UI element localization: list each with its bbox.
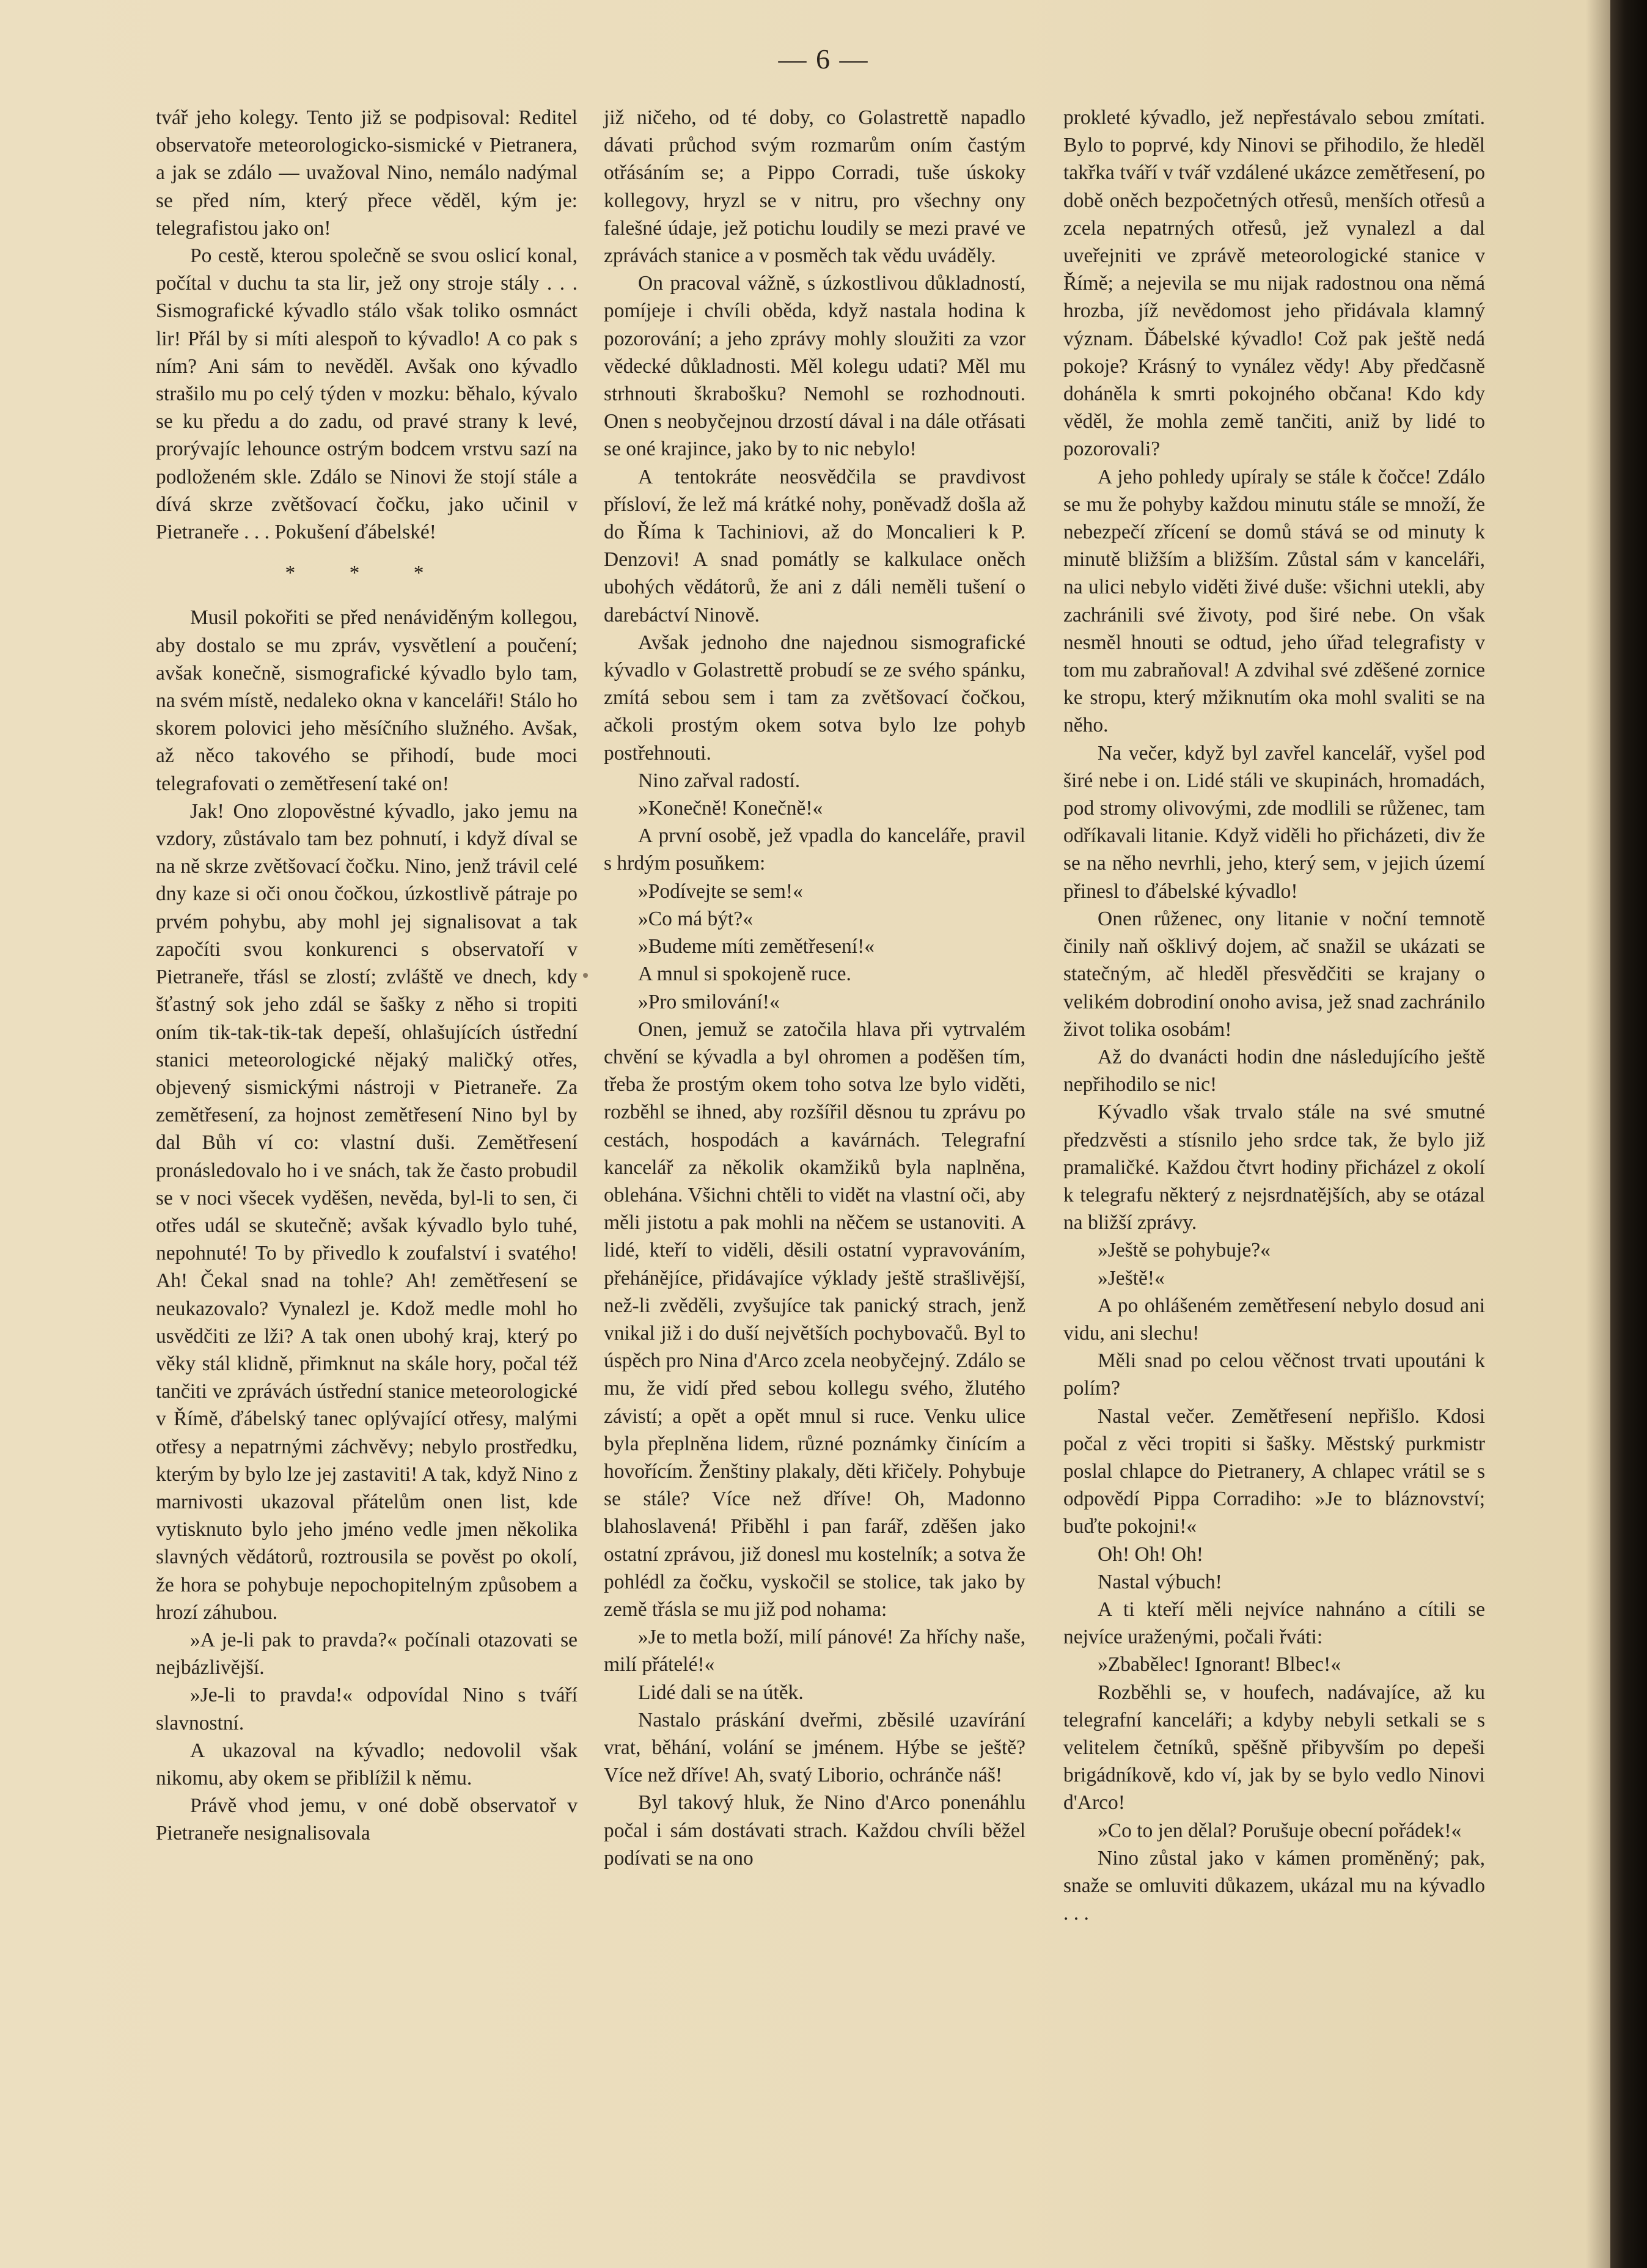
- paragraph: »Ještě se pohybuje?«: [1098, 1239, 1271, 1262]
- paragraph: A ukazoval na kývadlo; nedovolil však nikomu, aby okem se přiblížil k němu.: [156, 1739, 578, 1789]
- paragraph: Měli snad po celou věčnost trvati upoutáni k polím?: [1063, 1349, 1485, 1400]
- paragraph: »Podívejte se sem!«: [638, 879, 803, 903]
- paragraph: Nastalo práskání dveřmi, zběsilé uzavírání vrat, běhání, volání se jménem. Hýbe se ještě? Více než dříve! Ah, svatý Liborio, ochránče náš!: [604, 1708, 1025, 1787]
- paragraph: Právě vhod jemu, v oné době observatoř v Pietraneře nesignalisovala: [156, 1794, 578, 1845]
- paragraph: A tentokráte neosvědčila se pravdivost přísloví, že lež má krátké nohy, poněvadž došla až do Říma k Tachiniovi, až do Moncalieri k P. Denzovi! A snad pomátly se kalkulace oněch ubohých vědátorů, že ani z dáli neměli tušení o darebáctví Ninově.: [604, 465, 1025, 626]
- paragraph: Rozběhli se, v houfech, nadávajíce, až ku telegrafní kanceláři; a kdyby nebyli setkali se s velitelem četníků, spěšně přibyvším po depeši brigádníkově, kdo ví, jak by se bylo vedlo Ninovi d'Arco!: [1063, 1681, 1485, 1815]
- paragraph: Po cestě, kterou společně se svou oslicí konal, počítal v duchu ta sta lir, jež ony stroje stály . . . Sismografické kývadlo stálo však toliko osmnáct lir! Přál by si míti alespoň to kývadlo! A co pak s ním? Ani sám to nevěděl. Avšak ono kývadlo strašilo mu po celý týden v mozku: běhalo, kývalo se ku předu a do zadu, od pravé strany k levé, prorývajíc lehounce ostrým bodcem vrstvu sazí na podloženém skle. Zdálo se Ninovi že stojí stále a dívá skrze zvětšovací čočku, jako učinil v Pietraneře . . . Pokušení ďábelské!: [156, 244, 578, 544]
- book-spine: [1610, 0, 1647, 2268]
- binding-shadow: [1586, 0, 1610, 2268]
- paragraph: Až do dvanácti hodin dne následujícího ještě nepřihodilo se nic!: [1063, 1045, 1485, 1096]
- paragraph: Avšak jednoho dne najednou sismografické kývadlo v Golastrettě probudí se ze svého spánku, zmítá sebou sem i tam za zvětšovací čočkou, ačkoli prostým okem sotva bylo lze pohyb postřehnouti.: [604, 631, 1025, 765]
- paragraph: Musil pokořiti se před nenáviděným kollegou, aby dostalo se mu zpráv, vysvětlení a poučení; avšak konečně, sismografické kývadlo bylo tam, na svém místě, nedaleko okna v kanceláři! Stálo ho skorem polovici jeho měsíčního služného. Avšak, až něco takového se přihodí, bude moci telegrafovati o zemětřesení také on!: [156, 606, 578, 795]
- paragraph: A jeho pohledy upíraly se stále k čočce! Zdálo se mu že pohyby každou minutu stále se množí, že nebezpečí zřícení se domů stává se od minuty k minutě bližším a bližším. Zůstal sám v kanceláři, na ulici nebylo viděti živé duše: všichni utekli, aby zachránili své životy, pod širé nebe. On však nesměl hnouti se odtud, jeho úřad telegrafisty v tom mu zabraňoval! A zdvihal své zděšené zornice ke stropu, který mžiknutím oka mohl svaliti se na něho.: [1063, 465, 1485, 737]
- text-column-2: [604, 104, 1025, 1872]
- paragraph: »A je-li pak to pravda?« počínali otazovati se nejbázlivější.: [156, 1628, 578, 1679]
- paragraph: »Budeme míti zemětřesení!«: [638, 935, 875, 958]
- paragraph: »Pro smilování!«: [638, 990, 780, 1013]
- paragraph: A první osobě, jež vpadla do kanceláře, pravil s hrdým posuňkem:: [604, 824, 1025, 875]
- paragraph: Kývadlo však trvalo stále na své smutné předzvěsti a stísnilo jeho srdce tak, že bylo již pramaličké. Každou čtvrt hodiny přicházel z okolí k telegrafu některý z nejsrdnatějších, aby se otázal na bližší zprávy.: [1063, 1101, 1485, 1235]
- section-separator: * * *: [285, 562, 449, 585]
- paragraph: A mnul si spokojeně ruce.: [638, 963, 851, 986]
- text-column-3: [1063, 104, 1485, 1927]
- ink-speck: [583, 973, 588, 978]
- paragraph: »Ještě!«: [1098, 1266, 1165, 1290]
- paragraph: Nastal večer. Zemětřesení nepřišlo. Kdosi počal z věci tropiti si šašky. Městský purkmistr poslal chlapce do Pietranery, A chlapec vrátil se s odpovědí Pippa Corradiho: »Je to bláznovství; buďte pokojni!«: [1063, 1404, 1485, 1538]
- paragraph: »Je to metla boží, milí pánové! Za hříchy naše, milí přátelé!«: [604, 1626, 1025, 1676]
- page-number: — 6 —: [778, 43, 869, 75]
- paragraph: »Co to jen dělal? Porušuje obecní pořádek!«: [1098, 1819, 1462, 1842]
- paragraph: Onen růženec, ony litanie v noční temnotě činily naň ošklivý dojem, ač snažil se ukázati se statečným, ač hleděl přesvědčiti se krajany o velikém dobrodiní onoho avisa, jež snad zachránilo život tolika osobám!: [1063, 907, 1485, 1041]
- paragraph: Jak! Ono zlopověstné kývadlo, jako jemu na vzdory, zůstávalo tam bez pohnutí, i když díval se na ně skrze zvětšovací čočku. Nino, jenž trávil celé dny kaze si oči onou čočkou, úzkostlivě pátraje po prvém pohybu, aby mohl jej signalisovat a tak započíti svou konkurenci s observatoří v Pietraneře, třásl se zlostí; zvláště ve dnech, kdy šťastný sok jeho zdál se šašky z něho si tropiti oním tik-tak-tik-tak depeší, ohlašujících ústřední stanici meteorologické nějaký maličký otřes, objevený sismickými nástroji v Pietraneře. Za zemětřesení, za hojnost zemětřesení Nino byl by dal Bůh ví co: vlastní duši. Zemětřesení pronásledovalo ho i ve snách, tak že často probudil se v noci všecek vyděšen, nevěda, byl-li to sen, či otřes udál se skutečně; avšak kývadlo bylo tuhé, nepohnuté! To by přivedlo k zoufalství i svatého! Ah! Čekal snad na tohle? Ah! zemětřesení se neukazovalo? Vynalezl je. Kdož medle mohl ho usvědčiti ze lži? A tak onen ubohý kraj, který po věky stál klidně, přimknut na skále hory, počal též tančiti ve zprávách ústřední stanice meteorologické v Římě, ďábelský tanec oplývající otřesy, malými otřesy a nepatrnými záchvěvy; nebylo prostředku, kterým by bylo lze jej zastaviti! A tak, když Nino z marnivosti ukazoval přátelům onen list, kde vytisknuto bylo jeho jméno vedle jmen několika slavných vědátorů, roztrousila se pověst po okolí, že hora se pohybuje nepochopitelným způsobem a hrozí záhubou.: [156, 799, 578, 1624]
- paragraph: »Konečně! Konečně!«: [638, 797, 823, 820]
- paragraph: On pracoval vážně, s úzkostlivou důkladností, pomíjeje i chvíli oběda, když nastala hodina k pozorování; a jeho zprávy mohly sloužiti za vzor vědecké důkladnosti. Měl kolegu udati? Měl mu strhnouti škrabošku? Nemohl se rozhodnouti. Onen s neobyčejnou drzostí dával i na dále otřásati se oné krajince, jako by to nic nebylo!: [604, 272, 1025, 461]
- text-column-1: [156, 104, 578, 1848]
- paragraph: »Co má být?«: [638, 907, 753, 930]
- paragraph: již ničeho, od té doby, co Golastrettě napadlo dávati průchod svým rozmarům oním častým otřásáním se; a Pippo Corradi, tuše úskoky kollegovy, hryzl se v nitru, pro všechny ony falešné údaje, jež potichu loudily se mezi pravé ve zprávách stanice a v posměch tak vědu uváděly.: [604, 106, 1025, 268]
- paragraph: Nastal výbuch!: [1098, 1570, 1222, 1593]
- paragraph: Onen, jemuž se zatočila hlava při vytrvalém chvění se kývadla a byl ohromen a poděšen tím, třeba že prostým okem toho sotva lze bylo viděti, rozběhl se ihned, aby rozšířil děsnou tu zprávu po cestách, hospodách a kavárnách. Telegrafní kancelář za několik okamžiků byla naplněna, oblehána. Všichni chtěli to vidět na vlastní oči, aby měli jistotu a pak mohli na něčem se ustanoviti. A lidé, kteří to viděli, děsili ostatní vypravováním, přehánějíce, přidávajíce výklady ještě strašlivější, než-li zvěděli, zvyšujíce tak panický strach, jenž vnikal již i do duší největších pochybovačů. Byl to úspěch pro Nina d'Arco zcela neobyčejný. Zdálo se mu, že vidí před sebou kollegu svého, žlutého závistí; a opět a opět mnul si ruce. Venku ulice byla přeplněna lidem, různé poznámky činícím a hovořícím. Ženštiny plakaly, děti křičely. Pohybuje se stále? Více než dříve! Oh, Madonno blahoslavená! Přiběhl i pan farář, zděšen jako ostatní zprávou, již donesl mu kostelník; a sotva že pohlédl za čočku, vyskočil se stolice, tak jako by země třásla se mu již pod nohama:: [604, 1018, 1025, 1621]
- paragraph: »Zbabělec! Ignorant! Blbec!«: [1098, 1653, 1341, 1676]
- paragraph: prokleté kývadlo, jež nepřestávalo sebou zmítati. Bylo to poprvé, kdy Ninovi se přihodilo, že hleděl takřka tváří v tvář vzdálené ukázce zemětřesení, po době oněch bezpočetných otřesů, menších otřesů a zcela nepatrných otřesů, jež vynalezl a dal uveřejniti ve zprávě meteorologické stanice v Římě; a nejevila se mu nijak radostnou ona němá hrozba, jíž nevědomost jeho přidávala klamný význam. Ďábelské kývadlo! Což pak ještě nedá pokoje? Krásný to vynález vědy! Aby předčasně doháněla k smrti pokojného občana! Kdo kdy věděl, že mohla země tančiti, aniž by lidé to pozorovali?: [1063, 106, 1485, 461]
- paragraph: »Je-li to pravda!« odpovídal Nino s tváří slavnostní.: [156, 1684, 578, 1734]
- paragraph: Nino zůstal jako v kámen proměněný; pak, snaže se omluviti důkazem, ukázal mu na kývadlo . . .: [1063, 1846, 1485, 1925]
- paragraph: Lidé dali se na útěk.: [638, 1681, 804, 1704]
- paragraph: A po ohlášeném zemětřesení nebylo dosud ani vidu, ani slechu!: [1063, 1294, 1485, 1345]
- paragraph: Nino zařval radostí.: [638, 769, 801, 792]
- paragraph: A ti kteří měli nejvíce nahnáno a cítili se nejvíce uraženými, počali řváti:: [1063, 1598, 1485, 1649]
- paragraph: Na večer, když byl zavřel kancelář, vyšel pod širé nebe i on. Lidé stáli ve skupinách, hromadách, pod stromy olivovými, zde modlili se růženec, tam odříkavali litanie. Když viděli ho přicházeti, div že se na něho nevrhli, jeho, který sem, v jejich území přinesl to ďábelské kývadlo!: [1063, 741, 1485, 903]
- paragraph: tvář jeho kolegy. Tento již se podpisoval: Reditel observatoře meteorologicko-sismické v Pietranera, a jak se zdálo — uvažoval Nino, nemálo nadýmal se před ním, který přece věděl, kým je: telegrafistou jako on!: [156, 106, 578, 240]
- paragraph: Byl takový hluk, že Nino d'Arco ponenáhlu počal i sám dostávati strach. Každou chvíli běžel podívati se na ono: [604, 1791, 1025, 1870]
- paragraph: Oh! Oh! Oh!: [1098, 1543, 1204, 1566]
